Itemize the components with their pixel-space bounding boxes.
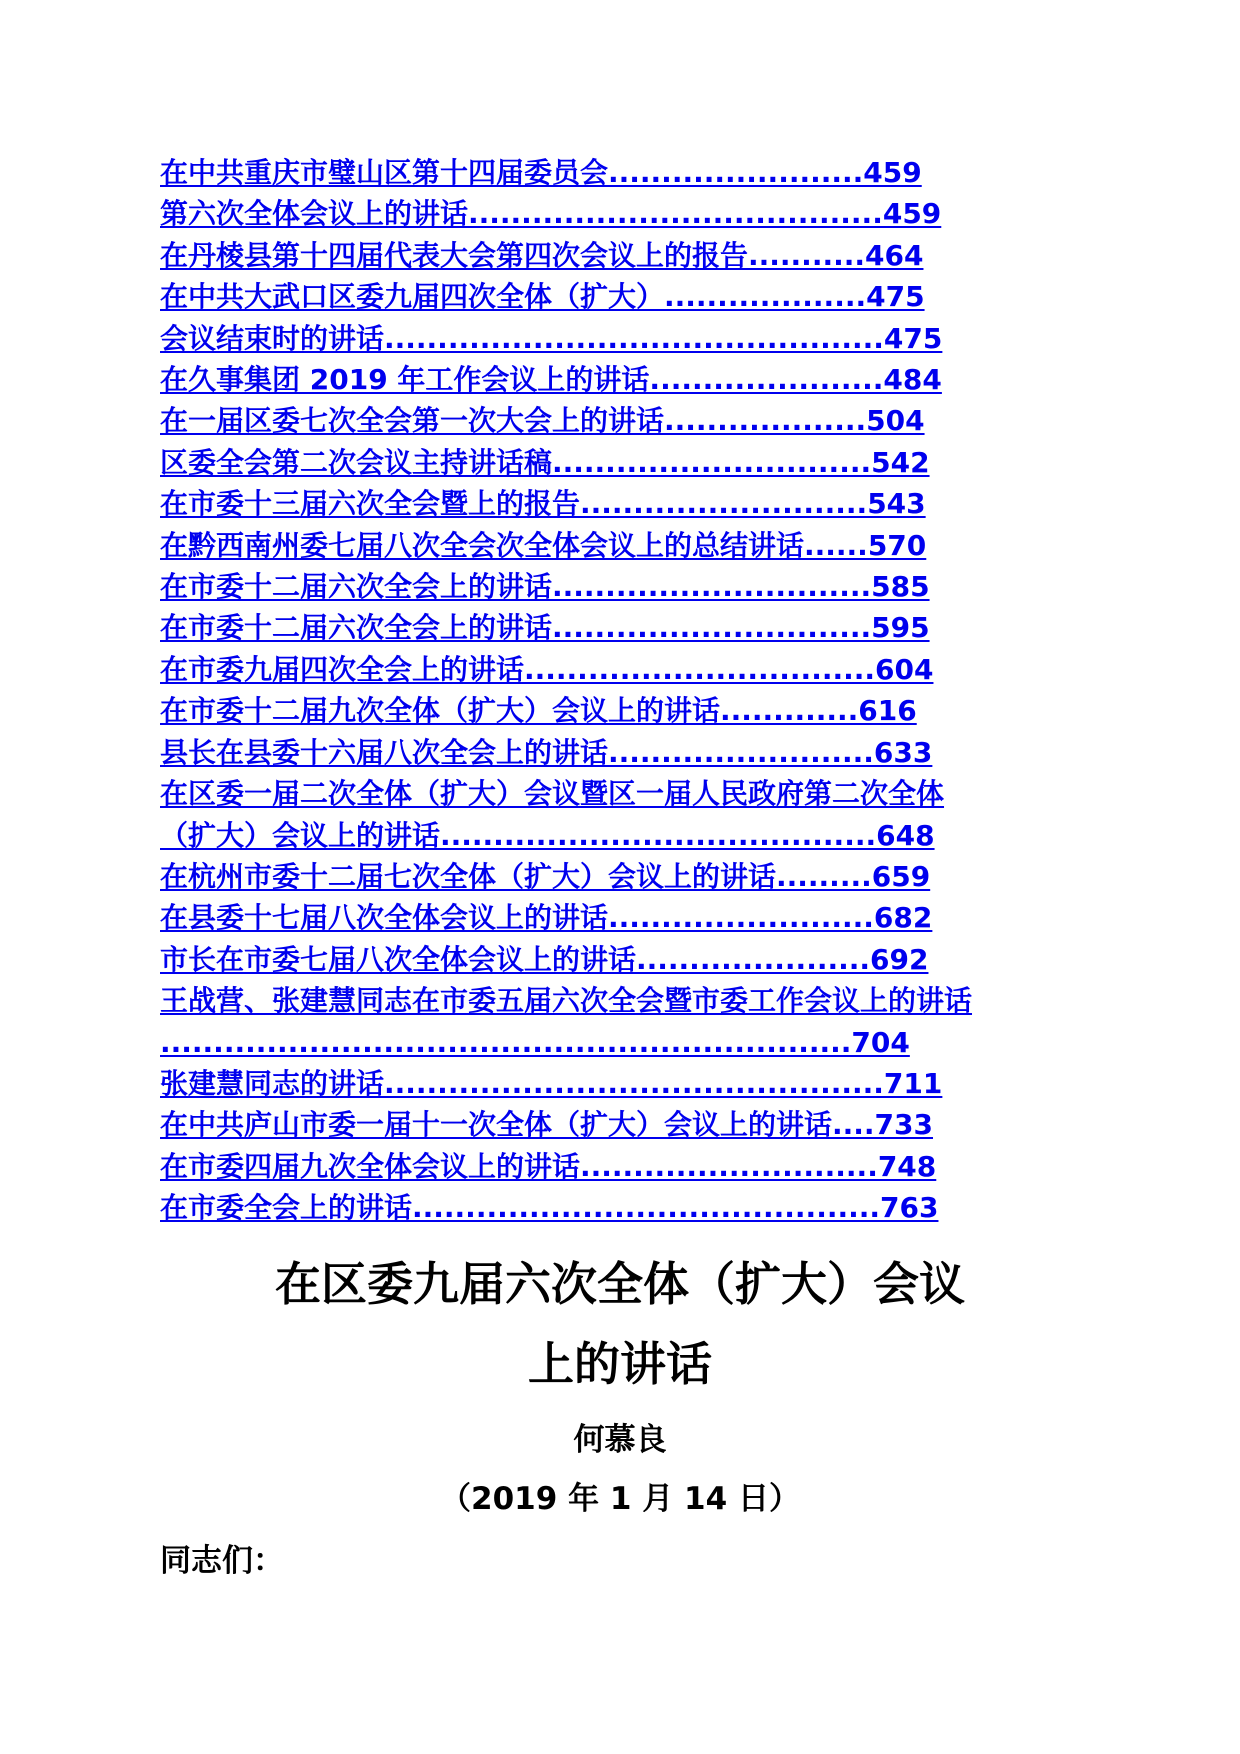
toc-entry[interactable]: 会议结束时的讲话...............................................475 [160, 321, 943, 355]
toc-entry[interactable]: 在市委十二届六次全会上的讲话..............................595 [160, 611, 930, 645]
toc-entry[interactable]: 在杭州市委十二届七次全体（扩大）会议上的讲话.........659 [160, 859, 931, 893]
table-of-contents [160, 152, 1100, 1229]
toc-entry[interactable]: 第六次全体会议上的讲话.......................................459 [160, 197, 942, 231]
toc-entry[interactable]: .................................................................704 [160, 1025, 910, 1059]
speech-greeting: 同志们： [160, 1543, 284, 1579]
toc-entry[interactable]: 在久事集团 2019 年工作会议上的讲话......................484 [160, 363, 942, 397]
toc-entry[interactable]: 在区委一届二次全体（扩大）会议暨区一届人民政府第二次全体 [160, 777, 945, 811]
toc-entry[interactable]: 县长在县委十六届八次全会上的讲话.........................633 [160, 735, 933, 769]
toc-entry[interactable]: 市长在市委七届八次全体会议上的讲话......................692 [160, 942, 929, 976]
speech-title-line-2: 上的讲话 [528, 1337, 712, 1391]
toc-entry[interactable]: 在市委十三届六次全会暨上的报告...........................543 [160, 487, 926, 521]
toc-entry[interactable]: 在丹棱县第十四届代表大会第四次会议上的报告...........464 [160, 238, 924, 272]
toc-entry[interactable]: 区委全会第二次会议主持讲话稿..............................542 [160, 445, 930, 479]
toc-entry[interactable]: 张建慧同志的讲话...............................................711 [160, 1066, 943, 1100]
toc-entry[interactable]: 在中共大武口区委九届四次全体（扩大）...................475 [160, 280, 925, 314]
toc-entry[interactable]: 在中共庐山市委一届十一次全体（扩大）会议上的讲话....733 [160, 1108, 933, 1142]
speech-date: （2019 年 1 月 14 日） [440, 1481, 800, 1517]
speech-author: 何慕良 [573, 1422, 667, 1458]
toc-entry[interactable]: 在黔西南州委七届八次全会次全体会议上的总结讲话......570 [160, 528, 927, 562]
toc-entry[interactable]: 在一届区委七次全会第一次大会上的讲话...................504 [160, 404, 925, 438]
toc-entry[interactable]: 在市委全会上的讲话............................................763 [160, 1191, 939, 1225]
toc-entry[interactable]: 在县委十七届八次全体会议上的讲话.........................682 [160, 901, 933, 935]
toc-entry[interactable]: （扩大）会议上的讲话.........................................648 [160, 818, 935, 852]
toc-entry[interactable]: 在市委十二届九次全体（扩大）会议上的讲话.............616 [160, 694, 917, 728]
toc-entry[interactable]: 王战营、张建慧同志在市委五届六次全会暨市委工作会议上的讲话 [160, 984, 973, 1018]
speech-title-line-1: 在区委九届六次全体（扩大）会议 [275, 1257, 965, 1311]
toc-entry[interactable]: 在市委十二届六次全会上的讲话..............................585 [160, 570, 930, 604]
toc-entry[interactable]: 在中共重庆市璧山区第十四届委员会........................459 [160, 156, 922, 189]
toc-entry[interactable]: 在市委九届四次全会上的讲话.................................604 [160, 652, 934, 686]
toc-entry[interactable]: 在市委四届九次全体会议上的讲话............................748 [160, 1149, 937, 1183]
